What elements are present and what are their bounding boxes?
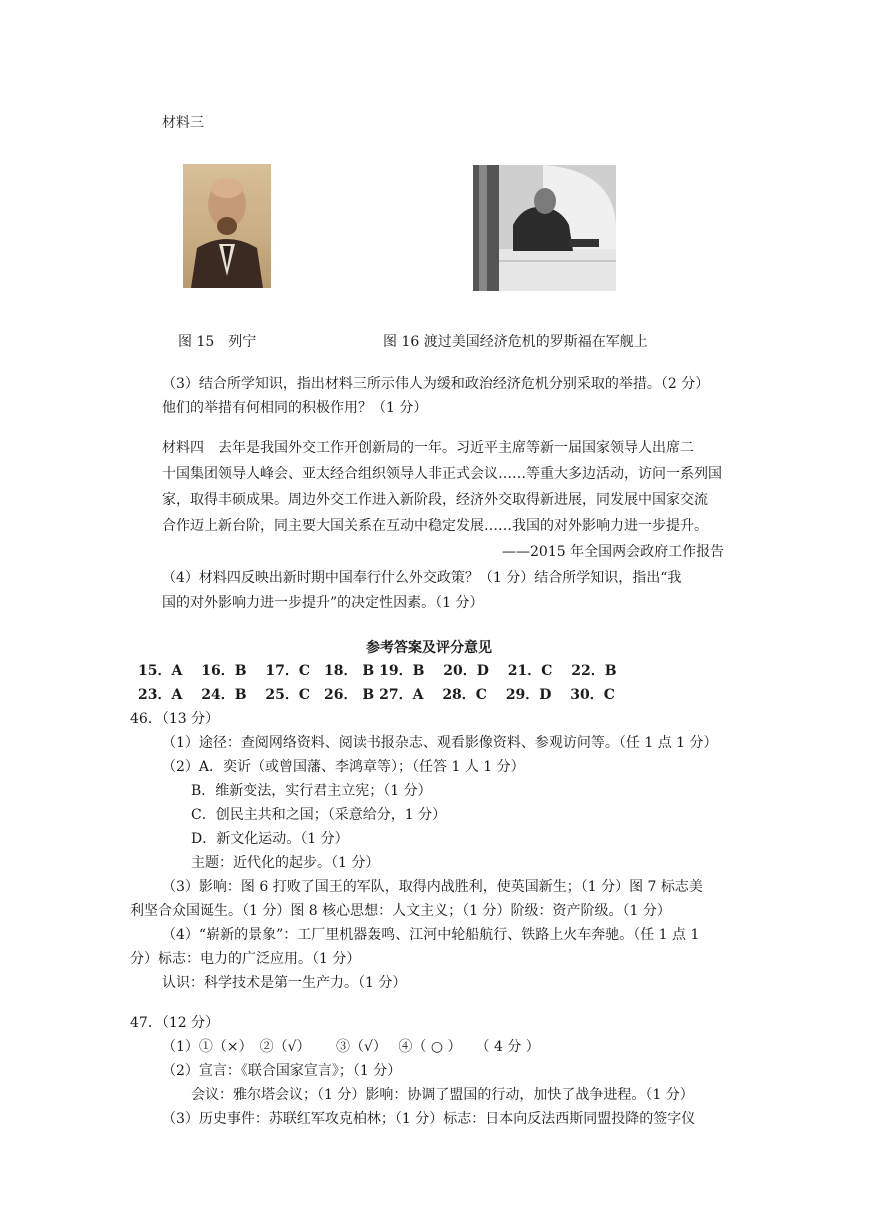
material4-source: ——2015 年全国两会政府工作报告 bbox=[502, 544, 725, 560]
answers-title: 参考答案及评分意见 bbox=[366, 640, 492, 656]
fig15-caption: 图 15 列宁 bbox=[178, 334, 257, 350]
q46-part2-b: B．维新变法，实行君主立宪；（1 分） bbox=[191, 783, 432, 799]
q47-part3-line1: （3）历史事件：苏联红军攻克柏林；（1 分）标志：日本向反法西斯同盟投降的签字仪 bbox=[162, 1111, 696, 1127]
lenin-photo bbox=[183, 164, 271, 288]
question-4-line1: （4）材料四反映出新时期中国奉行什么外交政策？（1 分）结合所学知识，指出“我 bbox=[162, 570, 682, 586]
q46-part2-c: C．创民主共和之国；（采意给分，1 分） bbox=[191, 807, 447, 823]
roosevelt-photo bbox=[473, 165, 616, 291]
material4-line3: 家，取得丰硕成果。周边外交工作进入新阶段，经济外交取得新进展，同发展中国家交流 bbox=[162, 492, 708, 508]
q47-heading: 47．（12 分） bbox=[130, 1015, 220, 1031]
fig16-caption: 图 16 渡过美国经济危机的罗斯福在军舰上 bbox=[383, 334, 648, 350]
q46-part2-theme: 主题：近代化的起步。（1 分） bbox=[191, 855, 380, 871]
question-4-line2: 国的对外影响力进一步提升”的决定性因素。（1 分） bbox=[162, 595, 484, 611]
q46-part3-line1: （3）影响：图 6 打败了国王的军队，取得内战胜利，使英国新生；（1 分）图 7 标志美 bbox=[162, 879, 703, 895]
q46-part3-line2: 利坚合众国诞生。（1 分）图 8 核心思想：人文主义；（1 分）阶级：资产阶级。（1 分） bbox=[130, 903, 671, 919]
material4-line1: 材料四 去年是我国外交工作开创新局的一年。习近平主席等新一届国家领导人出席二 bbox=[162, 440, 694, 456]
q46-heading: 46．（13 分） bbox=[130, 711, 220, 727]
q46-part4-line1: （4）“崭新的景象”：工厂里机器轰鸣、江河中轮船航行、铁路上火车奔驰。（任 1 点 1 bbox=[162, 927, 700, 943]
question-3-line1: （3）结合所学知识，指出材料三所示伟人为缓和政治经济危机分别采取的举措。（2 分） bbox=[162, 376, 710, 392]
q46-part2-a: （2）A．奕䜣（或曾国藩、李鸿章等）；（任答 1 人 1 分） bbox=[162, 759, 525, 775]
q46-part4-line2: 分）标志：电力的广泛应用。（1 分） bbox=[130, 951, 361, 967]
material3-heading: 材料三 bbox=[162, 115, 204, 131]
q46-part4-insight: 认识：科学技术是第一生产力。（1 分） bbox=[162, 975, 407, 991]
answer-row-1: 15．A 16．B 17．C 18． B 19．B 20．D 21．C 22．B bbox=[138, 663, 617, 679]
material4-line2: 十国集团领导人峰会、亚太经合组织领导人非正式会议……等重大多边活动，访问一系列国 bbox=[162, 466, 722, 482]
q46-part2-d: D．新文化运动。（1 分） bbox=[191, 831, 349, 847]
answer-row-2: 23．A 24．B 25．C 26． B 27．A 28．C 29．D 30．C bbox=[138, 687, 615, 703]
material4-line4: 合作迈上新台阶，同主要大国关系在互动中稳定发展……我国的对外影响力进一步提升。 bbox=[162, 518, 708, 534]
q47-part2-line1: （2）宣言：《联合国家宣言》；（1 分） bbox=[162, 1063, 402, 1079]
q47-part1: （1）①（×） ②（√） ③（√） ④（ ○ ） （ 4 分 ） bbox=[162, 1039, 540, 1055]
q46-part1: （1）途径：查阅网络资料、阅读书报杂志、观看影像资料、参观访问等。（任 1 点 1 分） bbox=[162, 735, 718, 751]
question-3-line2: 他们的举措有何相同的积极作用？（1 分） bbox=[162, 400, 428, 416]
q47-part2-line2: 会议：雅尔塔会议；（1 分）影响：协调了盟国的行动，加快了战争进程。（1 分） bbox=[191, 1087, 694, 1103]
